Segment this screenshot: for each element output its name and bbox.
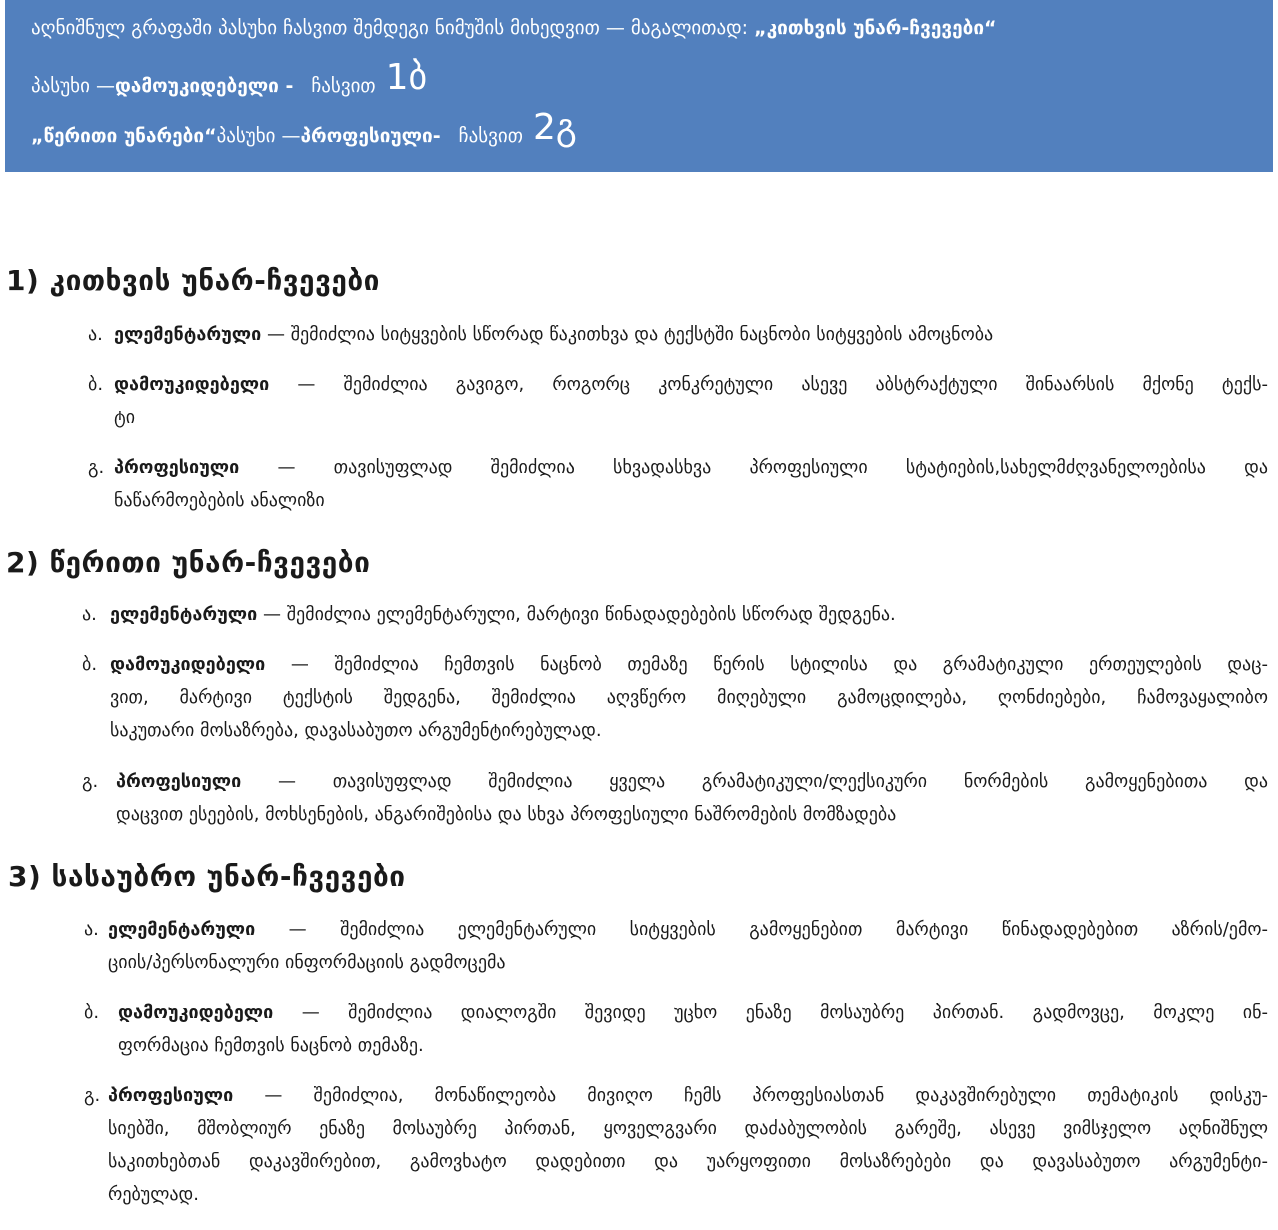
list-item: ა. ელემენტარული — შემიძლია ელემენტარული, მარტივი წინადადებების სწორად შედგენა. bbox=[82, 604, 896, 625]
list-item: გ. პროფესიული — თავისუფლად შემიძლია სხვადასხვა პროფესიული სტატიების,სახელმძღვანელოებისა და ნაწარმოებების ანალიზი bbox=[88, 457, 1268, 511]
list-item: გ. პროფესიული — თავისუფლად შემიძლია ყველა გრამატიკული/ლექსიკური ნორმების გამოყენებითა და დაცვით ესეების, მოხსენების, ანგარიშებისა და სხვა პროფესიული ნაშრომების მომზადება bbox=[82, 771, 1268, 825]
list-item: ა. ელემენტარული — შემიძლია სიტყვების სწორად წაკითხვა და ტექსტში ნაცნობი სიტყვების ამოცნობა bbox=[88, 324, 994, 345]
example-answer: დამოუკიდებელი - bbox=[114, 75, 294, 97]
section-title-writing: 2) წერითი უნარ-ჩვევები bbox=[6, 546, 371, 579]
list-item: ბ. დამოუკიდებელი — შემიძლია დიალოგში შევიდე უცხო ენაზე მოსაუბრე პირთან. გადმოვცე, მოკლე ინ- ფორმაცია ჩემთვის ნაცნობ თემაზე. bbox=[84, 1002, 1268, 1056]
list-item: ბ. დამოუკიდებელი — შემიძლია გავიგო, როგორც კონკრეტული ასევე აბსტრაქტული შინაარსის მქონე ტექს- ტი bbox=[88, 374, 1268, 428]
section-title-reading: 1) კითხვის უნარ-ჩვევები bbox=[6, 264, 380, 297]
list-item: გ. პროფესიული — შემიძლია, მონაწილეობა მივიღო ჩემს პროფესიასთან დაკავშირებული თემატიკის დისკუ- სიებში, მშობლიურ ენაზე მოსაუბრე პირთან, ყოველგვარი დაძაბულობის გარეშე, ასევე ვიმსჯელო აღნიშნულ საკითხებთან დაკავშირებით, გამოვხატო დადებითი და უარყოფითი მოსაზრებები და დავასაბუთო არგუმენტი- რებულად. bbox=[84, 1085, 1268, 1205]
banner-line-1: აღნიშნულ გრაფაში პასუხი ჩასვით შემდეგი ნიმუშის მიხედვით — მაგალითად: „კითხვის უნარ-ჩვევები“ bbox=[31, 17, 997, 39]
example-skill: „კითხვის უნარ-ჩვევები“ bbox=[754, 17, 997, 39]
list-item: ა. ელემენტარული — შემიძლია ელემენტარული სიტყვების გამოყენებით მარტივი წინადადებებით აზრის/ემო- ციის/პერსონალური ინფორმაციის გადმოცემა bbox=[84, 919, 1268, 973]
example-code-2: 2გ bbox=[532, 107, 577, 148]
instruction-banner bbox=[5, 0, 1273, 172]
example-skill-2: „წერითი უნარები“ bbox=[31, 125, 217, 147]
example-code: 1ბ bbox=[385, 57, 428, 98]
list-item: ბ. დამოუკიდებელი — შემიძლია ჩემთვის ნაცნობ თემაზე წერის სტილისა და გრამატიკული ერთეულების დაც- ვით, მარტივი ტექსტის შედგენა, შემიძლია აღვწერო მიღებული გამოცდილება, ღონძიებები, ჩამოვაყალიბო საკუთარი მოსაზრება, დავასაბუთო არგუმენტირებულად. bbox=[82, 654, 1268, 741]
example-answer-2: პროფესიული- bbox=[300, 125, 441, 147]
banner-line-3: „წერითი უნარები“ პასუხი — პროფესიული- ჩასვით 2გ bbox=[31, 107, 577, 148]
section-title-speaking: 3) სასაუბრო უნარ-ჩვევები bbox=[8, 860, 406, 893]
banner-line-2: პასუხი — დამოუკიდებელი - ჩასვით 1ბ bbox=[31, 57, 428, 98]
